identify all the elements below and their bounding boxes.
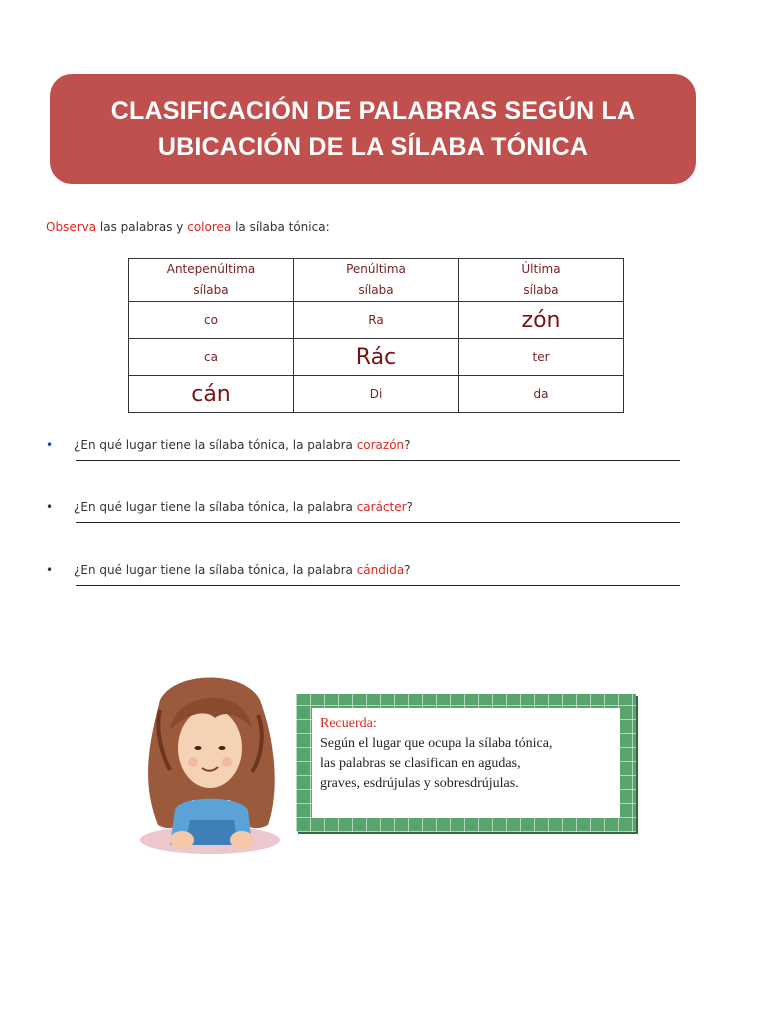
table-row xyxy=(129,339,624,376)
header-line: sílaba xyxy=(358,283,394,297)
table-cell[interactable]: ca xyxy=(129,339,294,376)
table-row xyxy=(129,376,624,413)
question-end: ? xyxy=(406,500,413,514)
hand-right xyxy=(230,831,254,849)
reminder-line-3: graves, esdrújulas y sobresdrújulas. xyxy=(320,776,519,791)
header-penultima xyxy=(294,259,459,302)
title-line-1: CLASIFICACIÓN DE PALABRAS SEGÚN LA xyxy=(110,97,636,125)
table-cell[interactable]: ter xyxy=(459,339,624,376)
header-ultima xyxy=(459,259,624,302)
table-cell-tonic[interactable]: zón xyxy=(459,302,624,339)
question-prefix: ¿En qué lugar tiene la sílaba tónica, la palabra xyxy=(74,500,357,514)
question-1 xyxy=(46,438,686,461)
table-header-row xyxy=(129,259,624,302)
header-line: Penúltima xyxy=(346,262,406,276)
question-text xyxy=(74,438,411,452)
table-cell-tonic[interactable]: cán xyxy=(129,376,294,413)
cheek xyxy=(222,757,232,767)
table-cell[interactable]: Di xyxy=(294,376,459,413)
title-banner xyxy=(50,74,696,184)
bullet-icon: • xyxy=(46,438,54,452)
table-cell[interactable]: co xyxy=(129,302,294,339)
question-end: ? xyxy=(404,563,411,577)
instruction-text-1: las palabras y xyxy=(96,220,188,234)
instruction-word-observa: Observa xyxy=(46,220,97,234)
header-antepenultima xyxy=(129,259,294,302)
table-cell[interactable]: Ra xyxy=(294,302,459,339)
question-prefix: ¿En qué lugar tiene la sílaba tónica, la palabra xyxy=(74,563,357,577)
reminder-line-1: Según el lugar que ocupa la sílaba tónica, xyxy=(320,736,553,751)
eye-right xyxy=(219,746,226,750)
question-2 xyxy=(46,500,686,523)
reminder-line-2: las palabras se clasifican en agudas, xyxy=(320,756,521,771)
answer-line[interactable] xyxy=(76,585,680,586)
question-word: carácter xyxy=(356,500,407,514)
answer-line[interactable] xyxy=(76,460,680,461)
question-word: corazón xyxy=(356,438,405,452)
instruction-text-2: la sílaba tónica: xyxy=(231,220,330,234)
instruction xyxy=(46,220,330,234)
cheek xyxy=(188,757,198,767)
bullet-icon: • xyxy=(46,500,54,514)
eye-left xyxy=(195,746,202,750)
title-line-2: UBICACIÓN DE LA SÍLABA TÓNICA xyxy=(157,133,589,161)
table-row xyxy=(129,302,624,339)
table-cell-tonic[interactable]: Rác xyxy=(294,339,459,376)
header-line: Última xyxy=(521,262,561,276)
question-prefix: ¿En qué lugar tiene la sílaba tónica, la palabra xyxy=(74,438,357,452)
face xyxy=(178,708,242,788)
instruction-word-colorea: colorea xyxy=(187,220,232,234)
table-cell[interactable]: da xyxy=(459,376,624,413)
bullet-icon: • xyxy=(46,563,54,577)
question-3 xyxy=(46,563,686,586)
reminder-box xyxy=(296,694,636,832)
question-text xyxy=(74,563,411,577)
reminder-title: Recuerda: xyxy=(320,716,377,731)
girl-illustration xyxy=(130,660,290,865)
header-line: sílaba xyxy=(523,283,559,297)
syllable-table xyxy=(128,258,624,413)
header-line: sílaba xyxy=(193,283,229,297)
answer-line[interactable] xyxy=(76,522,680,523)
question-end: ? xyxy=(404,438,411,452)
question-text xyxy=(74,500,413,514)
reminder-content xyxy=(312,708,620,818)
question-word: cándida xyxy=(356,563,405,577)
header-line: Antepenúltima xyxy=(166,262,256,276)
hand-left xyxy=(170,831,194,849)
